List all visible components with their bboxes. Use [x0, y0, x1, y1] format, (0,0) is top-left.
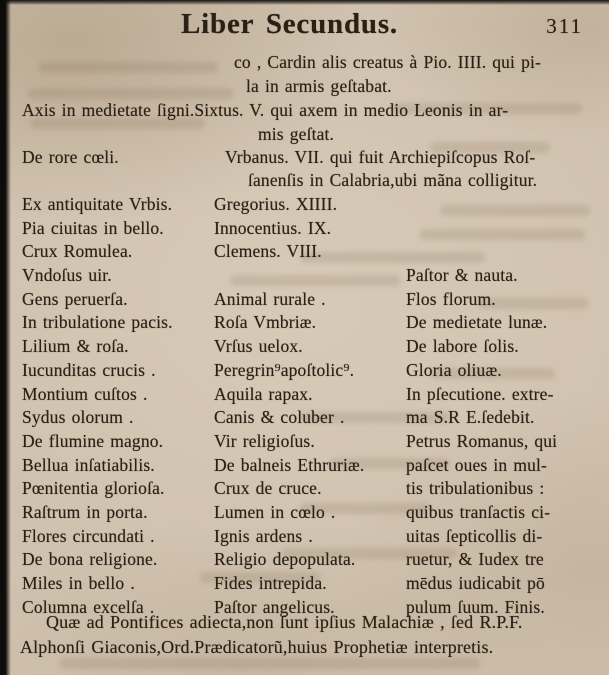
motto-column-2: Canis & coluber . [214, 407, 345, 428]
motto-column-3: ma S.R E.ſedebit. [406, 407, 535, 428]
motto-column-1: Montium cuſtos . [22, 383, 148, 404]
table-row [0, 526, 609, 550]
motto-column-1: De bona religione. [22, 549, 158, 570]
table-row [0, 431, 609, 455]
motto-column-1: De flumine magno. [22, 430, 164, 451]
motto-column-3: pulum ſuum. Finis. [406, 596, 545, 617]
motto-column-1: Bellua inſatiabilis. [22, 454, 155, 475]
motto-column-2: Ignis ardens . [214, 525, 313, 546]
motto-column-1: Crux Romulea. [22, 241, 133, 262]
motto-column-1: Miles in bello . [22, 573, 135, 593]
table-row [0, 312, 609, 336]
motto-column-3: Petrus Romanus, qui [406, 430, 558, 451]
table-row [0, 573, 609, 597]
table-row [0, 218, 609, 242]
carryover-paragraph-line-1: co , Cardin alis creatus à Pio. IIII. qui pi- [234, 52, 541, 72]
motto-column-2: Vir religioſus. [214, 430, 315, 451]
prophecy-table [0, 194, 609, 620]
table-row [0, 360, 609, 384]
table-row [0, 384, 609, 408]
table-row [0, 549, 609, 573]
motto-column-1: Flores circundati . [22, 525, 155, 546]
motto-column-1: Lilium & roſa. [22, 336, 129, 357]
motto-column-2: Fides intrepida. [214, 573, 327, 593]
motto-column-2: Roſa Vmbriæ. [214, 312, 317, 333]
motto-column-3: uitas ſepticollis di- [406, 525, 543, 546]
motto-column-2: Crux de cruce. [214, 478, 322, 499]
motto-column-1: Pia ciuitas in bello. [22, 217, 164, 238]
motto-column-2: Innocentius. IX. [214, 217, 332, 238]
motto-column-3: In pſecutione. extre- [406, 383, 554, 404]
motto-column-3: Gloria oliuæ. [406, 359, 502, 380]
motto-column-2: Religio depopulata. [214, 549, 356, 570]
motto-column-3: De medietate lunæ. [406, 312, 548, 333]
entry-axis-continuation-line: mis geſtat. [258, 124, 335, 144]
motto-column-3: tis tribulationibus : [406, 478, 545, 499]
bleedthrough-smudge [38, 62, 218, 73]
motto-column-3: Flos florum. [406, 288, 496, 309]
motto-column-2: Lumen in cœlo . [214, 501, 336, 522]
motto-column-1: Raſtrum in porta. [22, 501, 148, 522]
table-row [0, 407, 609, 431]
motto-column-3: mēdus iudicabit pō [406, 573, 545, 593]
motto-column-1: Columna excelſa . [22, 596, 155, 617]
page-number: 311 [546, 14, 583, 38]
table-row [0, 455, 609, 479]
motto-column-2: Peregrin⁹apoſtolic⁹. [214, 359, 355, 380]
motto-column-3: De labore ſolis. [406, 336, 519, 357]
bleedthrough-smudge [28, 88, 233, 99]
motto-column-3: ruetur, & Iudex tre [406, 549, 544, 570]
table-row [0, 502, 609, 526]
motto-column-2: Animal rurale . [214, 288, 326, 309]
motto-column-2: Gregorius. XIIII. [214, 194, 338, 214]
motto-column-2: Clemens. VIII. [214, 241, 322, 262]
motto-column-2: Aquila rapax. [214, 383, 313, 404]
table-row [0, 478, 609, 502]
entry-axis-in-medietate-line: Axis in medietate ſigni.Sixtus. V. qui axem in medio Leonis in ar- [22, 100, 509, 120]
motto-column-3: paſcet oues in mul- [406, 454, 547, 475]
motto-column-1: In tribulatione pacis. [22, 312, 173, 333]
table-row [0, 265, 609, 289]
table-row [0, 336, 609, 360]
motto-column-3: quibus tranſactis ci- [406, 501, 551, 522]
table-row [0, 241, 609, 265]
bleedthrough-smudge [60, 658, 480, 669]
motto-column-1: Ex antiquitate Vrbis. [22, 194, 173, 214]
table-row [0, 194, 609, 218]
motto-column-3: Paſtor & nauta. [406, 265, 518, 286]
footer-note-line-1: Quæ ad Pontifices adiecta,non ſunt ipſius Malachiæ , ſed R.P.F. [46, 612, 523, 632]
page-top-edge-shadow [0, 0, 609, 5]
carryover-paragraph-line-2: la in armis geſtabat. [246, 76, 392, 96]
motto-column-1: Pœnitentia glorioſa. [22, 478, 165, 499]
motto-column-2: De balneis Ethruriæ. [214, 454, 365, 475]
table-row [0, 289, 609, 313]
motto-column-2: Vrſus uelox. [214, 336, 303, 357]
entry-description: Vrbanus. VII. qui fuit Archiepiſcopus Roſ- [225, 147, 536, 167]
motto-column-1: Sydus olorum . [22, 407, 134, 428]
motto-column-2: Paſtor angelicus. [214, 596, 335, 617]
motto-column-1: Vndoſus uir. [22, 265, 112, 286]
motto-column-1: Gens peruerſa. [22, 288, 128, 309]
entry-de-rore-coeli-line [22, 147, 588, 168]
motto-column-1: Iucunditas crucis . [22, 359, 156, 380]
footer-note-line-2: Alphonſi Giaconis,Ord.Prædicatorũ,huius Prophetiæ interpretis. [20, 637, 494, 657]
entry-urbanus-continuation-line: ſanenſis in Calabria,ubi mãna colligitur. [248, 170, 538, 190]
entry-motto: De rore cœli. [22, 147, 119, 167]
running-header-title: Liber Secundus. [181, 8, 398, 40]
